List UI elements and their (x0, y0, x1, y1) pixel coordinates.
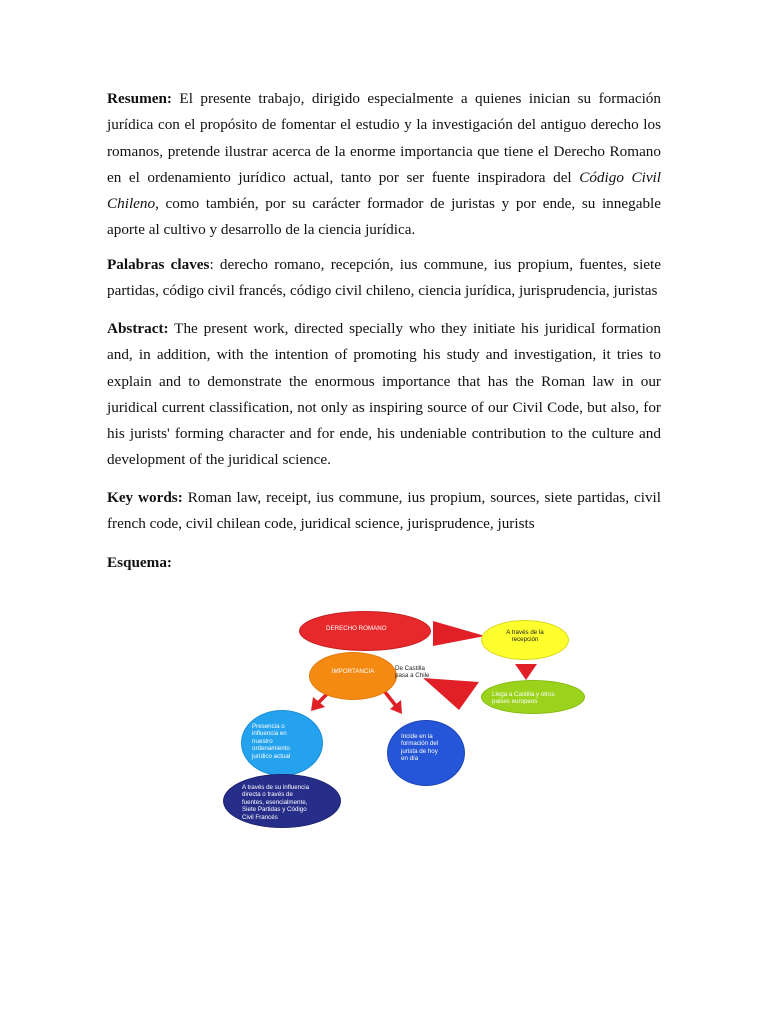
node-a-traves-line-2: directa o través de (242, 791, 293, 799)
node-recepcion-line-2: recepción (511, 636, 539, 644)
node-presencia (241, 710, 323, 776)
palabras-claves-paragraph (107, 252, 661, 305)
node-importancia (309, 652, 397, 700)
node-presencia-line-2: influencia en (252, 730, 287, 738)
node-a-traves-line-5: Civil Francés (242, 813, 278, 821)
node-llega-castilla (481, 680, 585, 714)
abstract-text: The present work, directed specially who they initiate his juridical formation and, in addition, with the intention of promoting his study and investigation, it tries to explain and to demonstrate the enormous importance that has the Roman law in our juridical current classification, not only as inspiring source of our Civil Code, but also, for his jurists' forming character and for ende, his undeniable contribution to the culture and development of the juridical science. (107, 320, 661, 469)
resumen-text-1: El presente trabajo, dirigido especialmente a quienes inician su formación jurídica con el propósito de fomentar el estudio y la investigación del antiguo derecho los romanos, pretende ilustrar acerca de la enorme importancia que tiene el Derecho Romano en el ordenamiento jurídico actual, tanto por ser fuente inspiradora del (107, 90, 661, 186)
esquema-heading (107, 550, 661, 576)
arrow-castilla-to-chile (423, 678, 479, 710)
abstract-paragraph (107, 316, 661, 474)
node-presencia-line-3: nuestro (252, 737, 273, 745)
node-incide-line-2: formación del (401, 740, 439, 748)
abstract-label: Abstract: (107, 320, 169, 337)
label-de-castilla-line-2: pasa a Chile (395, 672, 430, 680)
label-de-castilla (395, 665, 429, 680)
arrow-recepcion-to-castilla (515, 664, 537, 680)
node-presencia-line-4: ordenamiento (252, 745, 290, 753)
node-a-traves-line-4: Siete Partidas y Código (242, 806, 307, 814)
esquema-diagram (215, 608, 595, 836)
resumen-paragraph (107, 86, 661, 244)
palabras-claves-text: : derecho romano, recepción, ius commune, ius propium, fuentes, siete partidas, código civil francés, código civil chileno, ciencia jurídica, jurisprudencia, juristas (107, 256, 662, 300)
arrow-derecho-to-recepcion (433, 621, 485, 646)
palabras-claves-label: Palabras claves (107, 256, 210, 273)
node-importancia-label: IMPORTANCIA (331, 668, 375, 675)
label-de-castilla-line-1: De Castilla (395, 665, 425, 672)
node-a-traves-line-1: A través de su influencia (242, 784, 310, 791)
node-presencia-line-5: jurídico actual (252, 752, 291, 760)
resumen-italic-code: Código Civil Chileno (107, 168, 661, 213)
key-words-text: Roman law, receipt, ius commune, ius propium, sources, siete partidas, civil french code, civil chilean code, juridical science, jurisprudence, jurists (107, 489, 661, 533)
node-llega-castilla-line-2: paises europeos (492, 698, 538, 706)
node-derecho-romano-label: DERECHO ROMANO (326, 625, 387, 632)
node-recepcion (481, 620, 569, 660)
node-llega-castilla-line-1: Llega a Castilla y otros (492, 691, 555, 698)
resumen-text-2: , como también, por su carácter formador de juristas y por ende, su innegable aporte al cultivo y desarrollo de la ciencia jurídica. (107, 195, 661, 239)
node-incide-line-4: en día (401, 755, 419, 763)
node-incide (387, 720, 465, 786)
key-words-paragraph (107, 485, 661, 538)
key-words-label: Key words: (107, 489, 183, 506)
node-a-traves-line-3: fuentes, esencialmente, (242, 798, 308, 806)
node-derecho-romano (299, 611, 431, 651)
arrow-importancia-to-incide (385, 692, 402, 714)
node-incide-line-1: Incide en la (401, 733, 433, 740)
node-presencia-line-1: Presencia o (252, 723, 285, 730)
resumen-label: Resumen: (107, 90, 172, 107)
esquema-label: Esquema: (107, 554, 172, 571)
node-a-traves (223, 774, 341, 828)
node-incide-line-3: jurista de hoy (401, 747, 438, 755)
node-recepcion-line-1: A través de la (506, 629, 544, 636)
